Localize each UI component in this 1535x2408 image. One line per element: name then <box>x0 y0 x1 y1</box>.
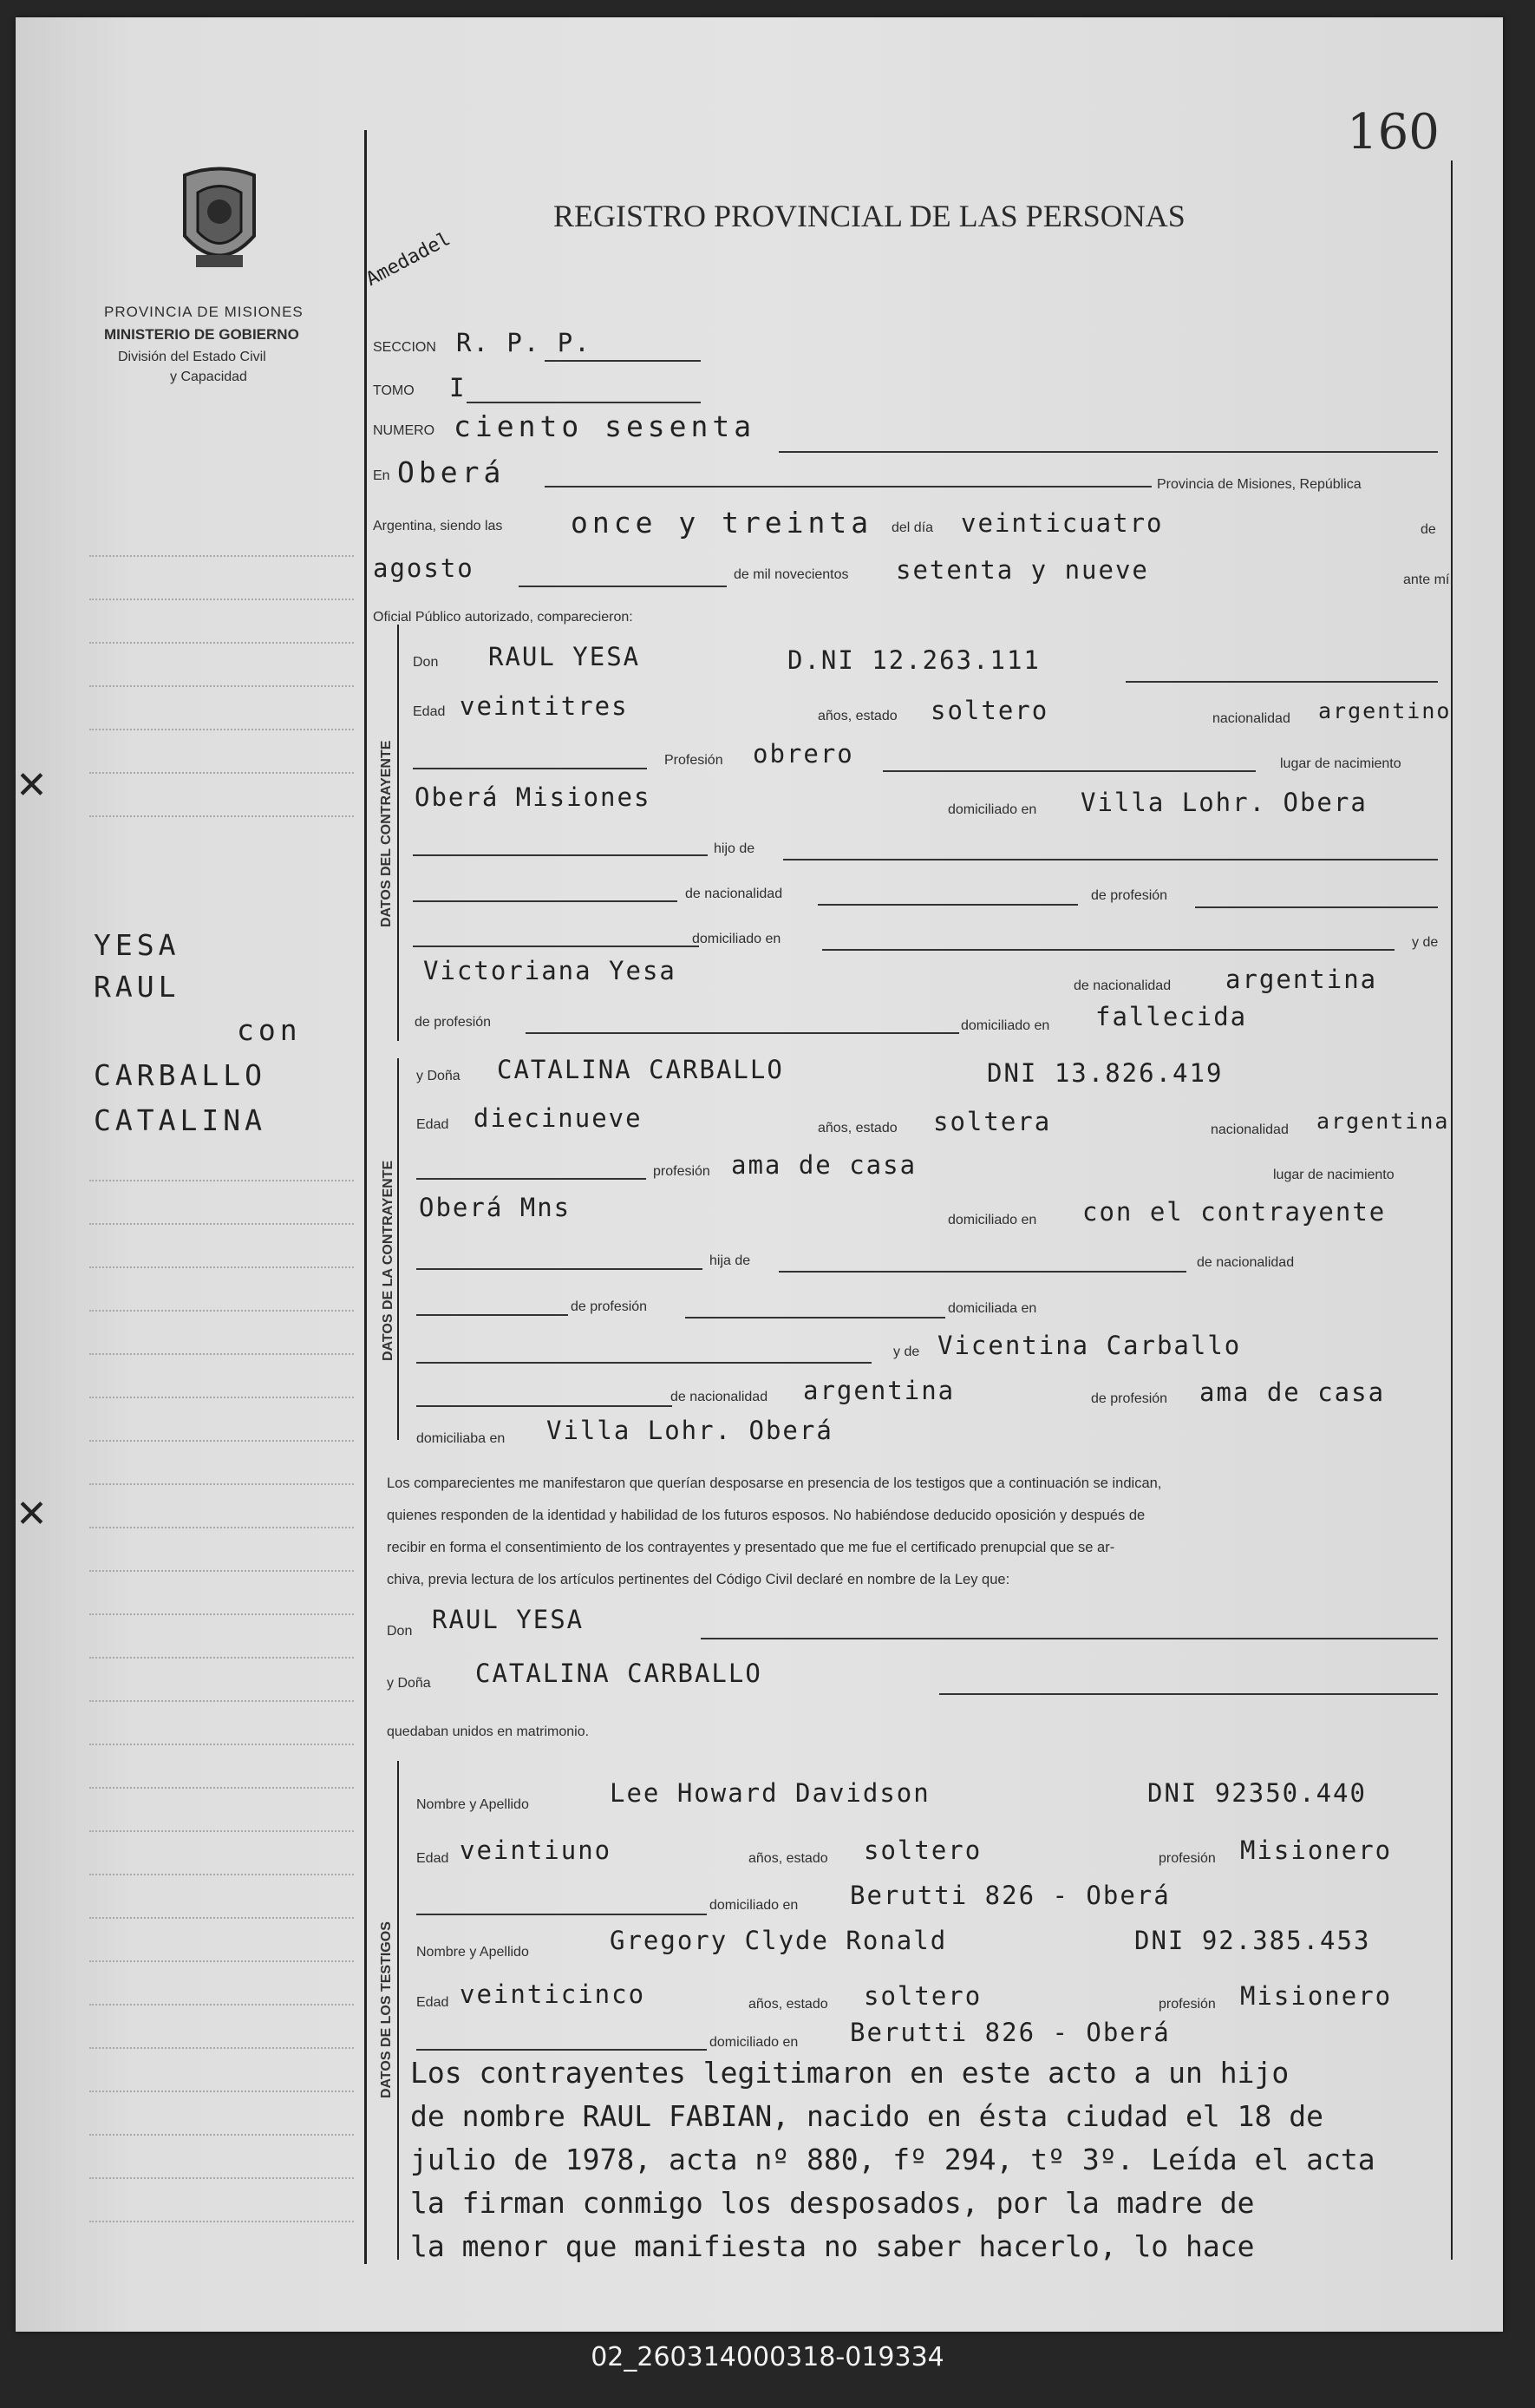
bride-edad-label: Edad <box>416 1117 449 1132</box>
witness1-dni: DNI 92350.440 <box>1147 1778 1367 1808</box>
declaration-paragraph <box>387 1468 1453 1596</box>
dia-value: veinticuatro <box>961 508 1164 538</box>
bride-nac-label: nacionalidad <box>1211 1122 1289 1137</box>
witness2-domicilio: Berutti 826 - Oberá <box>850 2018 1171 2047</box>
margin-name-bride: CATALINA <box>94 1103 266 1137</box>
witness2-profesion: Misionero <box>1240 1981 1393 2011</box>
witness1-name-label: Nombre y Apellido <box>416 1797 529 1812</box>
declared-bride: CATALINA CARBALLO <box>475 1659 762 1688</box>
bride-mother-prof: ama de casa <box>1199 1377 1386 1407</box>
quedaban-label: quedaban unidos en matrimonio. <box>387 1724 590 1739</box>
bride-name: CATALINA CARBALLO <box>497 1055 784 1084</box>
witness1-edad-label: Edad <box>416 1851 449 1866</box>
scan-id-footer: 02_260314000318-019334 <box>591 2342 944 2372</box>
y-dona-label: y Doña <box>416 1069 460 1083</box>
binding-stitch-icon: ✕ <box>16 1493 48 1535</box>
notes-line: la firman conmigo los desposados, por la madre de <box>410 2186 1255 2220</box>
hora-value: once y treinta <box>571 506 873 540</box>
en-label: En <box>373 468 390 483</box>
seal-icon <box>172 158 267 279</box>
page-number: 160 <box>1347 104 1440 160</box>
y-de-label: y de <box>1412 935 1439 950</box>
margin-con: con <box>237 1013 302 1047</box>
bride-estado: soltera <box>933 1107 1052 1136</box>
witness-section-label: DATOS DE LOS TESTIGOS <box>379 1921 394 2098</box>
groom-mother-nac: argentina <box>1225 965 1378 994</box>
witness2-edad: veinticinco <box>460 1979 646 2009</box>
notes-line: la menor que manifiesta no saber hacerlo, lo hace <box>410 2229 1255 2263</box>
witness1-estado-label: años, estado <box>748 1851 828 1866</box>
don-label: Don <box>413 655 439 670</box>
margin-surname-groom: YESA <box>94 928 180 962</box>
seccion-value: R. P. P. <box>456 328 591 357</box>
seccion-label: SECCION <box>373 340 436 355</box>
bride-estado-label: años, estado <box>818 1121 898 1135</box>
annotation-note: Amedadel <box>363 228 454 291</box>
groom-lugar-label: lugar de nacimiento <box>1280 756 1401 771</box>
bride-mother-prof-label: de profesión <box>1091 1391 1168 1406</box>
division-label-1: División del Estado Civil <box>118 350 266 364</box>
paragraph-line: recibir en forma el consentimiento de los contrayentes y presentado que me fue el certificado prenupcial que se ar- <box>387 1540 1115 1555</box>
groom-father-nac-label: de nacionalidad <box>685 887 783 901</box>
bride-mother-nac-label: de nacionalidad <box>670 1390 768 1404</box>
bride-lugar-label: lugar de nacimiento <box>1273 1168 1395 1182</box>
bride-lugar-nac: Oberá Mns <box>419 1193 572 1222</box>
witness1-edad: veintiuno <box>460 1835 612 1865</box>
witness2-estado: soltero <box>864 1981 983 2011</box>
witness1-prof-label: profesión <box>1159 1851 1216 1866</box>
province-label: PROVINCIA DE MISIONES <box>104 304 304 320</box>
bride-mother-nac: argentina <box>803 1376 956 1405</box>
numero-value: ciento sesenta <box>454 409 756 443</box>
bride-section-label: DATOS DE LA CONTRAYENTE <box>381 1160 395 1361</box>
margin-name-groom: RAUL <box>94 970 180 1004</box>
form-left-rule <box>364 130 367 2264</box>
bride-dni: DNI 13.826.419 <box>987 1058 1224 1088</box>
anio-value: setenta y nueve <box>896 555 1149 585</box>
tomo-label: TOMO <box>373 383 415 398</box>
witness1-profesion: Misionero <box>1240 1835 1393 1865</box>
groom-name: RAUL YESA <box>488 642 641 671</box>
de-mil-label: de mil novecientos <box>734 567 849 582</box>
groom-edad-label: Edad <box>413 704 446 719</box>
bride-mother-dom: Villa Lohr. Oberá <box>546 1416 833 1445</box>
notes-line: julio de 1978, acta nº 880, fº 294, tº 3º. Leída el acta <box>410 2143 1375 2176</box>
ministry-label: MINISTERIO DE GOBIERNO <box>104 326 299 343</box>
division-label-2: y Capacidad <box>170 370 247 384</box>
del-dia-label: del día <box>892 520 934 535</box>
bride-edad: diecinueve <box>474 1103 643 1133</box>
groom-estado-label: años, estado <box>818 709 898 723</box>
hijo-de-label: hijo de <box>714 841 755 856</box>
registry-title: REGISTRO PROVINCIAL DE LAS PERSONAS <box>553 199 1186 233</box>
groom-domicilio: Villa Lohr. Obera <box>1081 788 1368 817</box>
bride-nacionalidad: argentina <box>1316 1109 1450 1134</box>
witness2-name-label: Nombre y Apellido <box>416 1945 529 1960</box>
groom-mother-dom: fallecida <box>1095 1002 1248 1031</box>
groom-mother-nac-label: de nacionalidad <box>1074 978 1172 993</box>
groom-estado: soltero <box>931 696 1049 725</box>
numero-label: NUMERO <box>373 423 435 438</box>
groom-lugar-nac: Oberá Misiones <box>415 782 651 812</box>
declared-don-label: Don <box>387 1624 413 1639</box>
groom-father-prof-label: de profesión <box>1091 888 1168 903</box>
witness2-dom-label: domiciliado en <box>709 2035 799 2050</box>
margin-surname-bride: CARBALLO <box>94 1058 266 1092</box>
witness2-prof-label: profesión <box>1159 1997 1216 2012</box>
groom-dni: D.NI 12.263.111 <box>787 645 1041 675</box>
paragraph-line: Los comparecientes me manifestaron que querían desposarse en presencia de los testigos que a continuación se indican, <box>387 1476 1162 1491</box>
en-value: Oberá <box>397 455 506 489</box>
document-page <box>16 17 1503 2332</box>
bride-father-dom-label: domiciliada en <box>948 1301 1037 1316</box>
witness1-name: Lee Howard Davidson <box>610 1778 931 1808</box>
bride-father-nac-label: de nacionalidad <box>1197 1255 1295 1270</box>
argentina-label: Argentina, siendo las <box>373 519 503 533</box>
groom-domicilio-label: domiciliado en <box>948 802 1037 817</box>
notes-line: de nombre RAUL FABIAN, nacido en ésta ciudad el 18 de <box>410 2099 1323 2133</box>
bride-profesion-label: profesión <box>653 1164 710 1179</box>
bride-profesion: ama de casa <box>731 1150 918 1180</box>
form-right-rule <box>1451 160 1453 2260</box>
binding-stitch-icon: ✕ <box>16 764 48 807</box>
tomo-value: I <box>449 373 467 402</box>
groom-edad: veintitres <box>460 691 629 721</box>
paragraph-line: chiva, previa lectura de los artículos pertinentes del Código Civil declaré en nombre de la Ley que: <box>387 1572 1010 1587</box>
witness2-name: Gregory Clyde Ronald <box>610 1926 948 1955</box>
notes-line: Los contrayentes legitimaron en este acto a un hijo <box>410 2056 1290 2090</box>
domiciliaba-label: domiciliaba en <box>416 1431 506 1446</box>
groom-section-label: DATOS DEL CONTRAYENTE <box>379 740 394 927</box>
witness2-dni: DNI 92.385.453 <box>1134 1926 1371 1955</box>
witness2-edad-label: Edad <box>416 1995 449 2010</box>
groom-mother-dom-label: domiciliado en <box>961 1018 1050 1033</box>
declared-dona-label: y Doña <box>387 1676 431 1691</box>
hija-de-label: hija de <box>709 1253 751 1268</box>
bride-y-de-label: y de <box>893 1345 920 1359</box>
oficial-label: Oficial Público autorizado, comparecieron: <box>373 610 633 625</box>
groom-profesion-label: Profesión <box>664 753 723 768</box>
provincia-label: Provincia de Misiones, República <box>1157 477 1362 492</box>
groom-nacionalidad: argentino <box>1318 698 1452 723</box>
witness2-estado-label: años, estado <box>748 1997 828 2012</box>
bride-domicilio-label: domiciliado en <box>948 1213 1037 1227</box>
witness1-dom-label: domiciliado en <box>709 1898 799 1913</box>
de-label: de <box>1421 522 1436 537</box>
groom-father-dom-label: domiciliado en <box>692 932 781 946</box>
bride-mother: Vicentina Carballo <box>937 1331 1242 1360</box>
bride-father-prof-label: de profesión <box>571 1299 648 1314</box>
witness1-domicilio: Berutti 826 - Oberá <box>850 1881 1171 1910</box>
mes-value: agosto <box>373 553 474 583</box>
handwritten-notes <box>410 2051 1442 2268</box>
declared-groom: RAUL YESA <box>432 1605 585 1634</box>
witness1-estado: soltero <box>864 1835 983 1865</box>
groom-profesion: obrero <box>753 739 854 769</box>
paragraph-line: quienes responden de la identidad y habilidad de los futuros esposos. No habiéndose deducido oposición y después de <box>387 1508 1146 1523</box>
groom-mother-prof-label: de profesión <box>415 1015 492 1030</box>
groom-mother: Victoriana Yesa <box>423 956 676 985</box>
bride-domicilio: con el contrayente <box>1082 1197 1387 1227</box>
groom-nac-label: nacionalidad <box>1212 711 1290 726</box>
ante-mi-label: ante mí, <box>1403 573 1453 587</box>
